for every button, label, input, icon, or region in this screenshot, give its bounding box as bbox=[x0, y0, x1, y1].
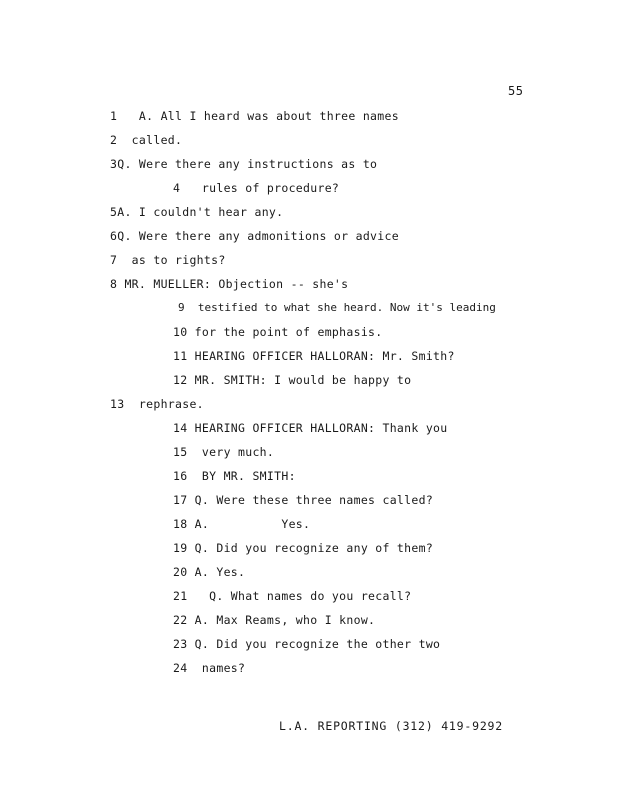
transcript-line: 8 MR. MUELLER: Objection -- she's bbox=[110, 277, 349, 291]
transcript-line: 3Q. Were there any instructions as to bbox=[110, 157, 378, 171]
transcript-line: 19 Q. Did you recognize any of them? bbox=[173, 541, 434, 555]
transcript-line: 1 A. All I heard was about three names bbox=[110, 109, 399, 123]
transcript-line: 15 very much. bbox=[173, 445, 275, 459]
transcript-line: 23 Q. Did you recognize the other two bbox=[173, 637, 441, 651]
transcript-line: 2 called. bbox=[110, 133, 183, 147]
transcript-line: 14 HEARING OFFICER HALLORAN: Thank you bbox=[173, 421, 448, 435]
page-number: 55 bbox=[508, 84, 524, 98]
transcript-line: 5A. I couldn't hear any. bbox=[110, 205, 284, 219]
transcript-line: 12 MR. SMITH: I would be happy to bbox=[173, 373, 412, 387]
transcript-line: 22 A. Max Reams, who I know. bbox=[173, 613, 376, 627]
reporter-footer: L.A. REPORTING (312) 419-9292 bbox=[279, 719, 503, 733]
transcript-line: 7 as to rights? bbox=[110, 253, 226, 267]
transcript-line: 6Q. Were there any admonitions or advice bbox=[110, 229, 399, 243]
transcript-line: 17 Q. Were these three names called? bbox=[173, 493, 434, 507]
transcript-line: 21 Q. What names do you recall? bbox=[173, 589, 412, 603]
transcript-line: 24 names? bbox=[173, 661, 246, 675]
transcript-line: 18 A. Yes. bbox=[173, 517, 311, 531]
transcript-line: 4 rules of procedure? bbox=[173, 181, 340, 195]
transcript-line: 9 testified to what she heard. Now it's leading bbox=[178, 301, 496, 314]
transcript-line: 10 for the point of emphasis. bbox=[173, 325, 383, 339]
transcript-line: 11 HEARING OFFICER HALLORAN: Mr. Smith? bbox=[173, 349, 455, 363]
transcript-line: 13 rephrase. bbox=[110, 397, 204, 411]
transcript-line: 16 BY MR. SMITH: bbox=[173, 469, 296, 483]
transcript-line: 20 A. Yes. bbox=[173, 565, 246, 579]
